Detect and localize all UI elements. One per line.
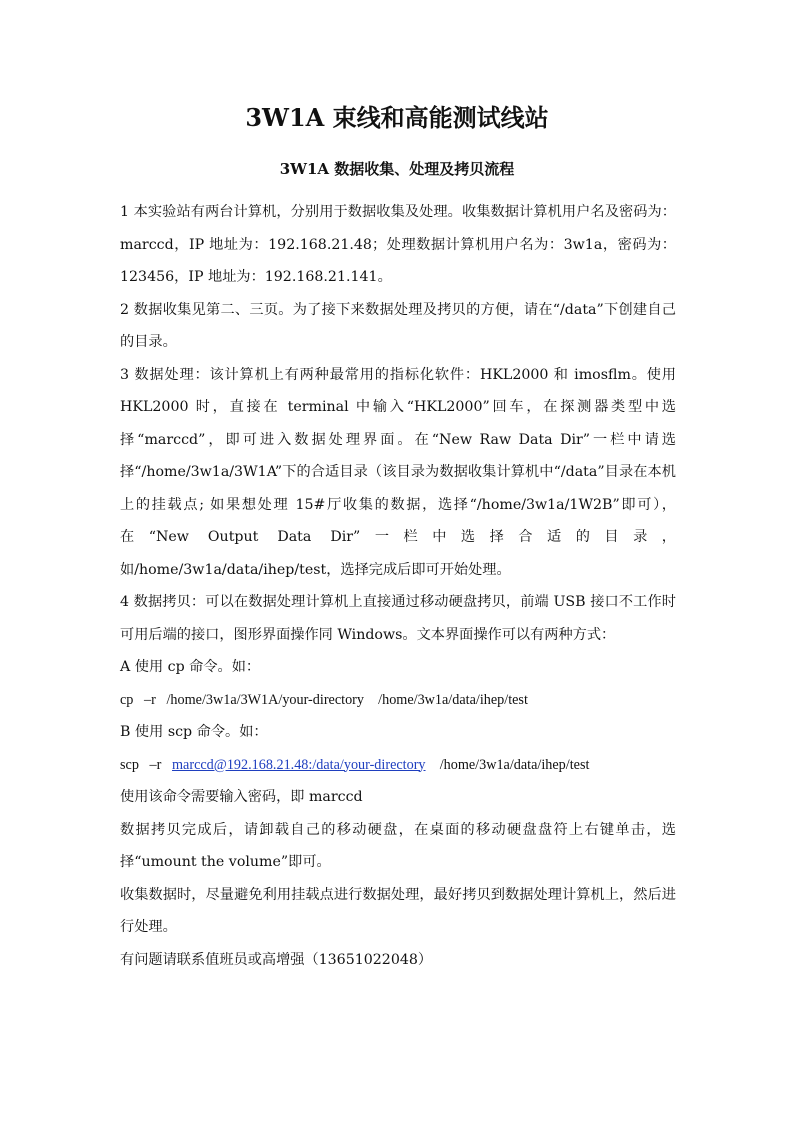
unmount-note: 数据拷贝完成后，请卸载自己的移动硬盘，在桌面的移动硬盘盘符上右键单击，选择“umount the volume”即可。 xyxy=(120,821,676,870)
mount-point-note: 收集数据时，尽量避免利用挂载点进行数据处理，最好拷贝到数据处理计算机上，然后进行处理。 xyxy=(120,886,676,935)
paragraph-data-copy: 4 数据拷贝：可以在数据处理计算机上直接通过移动硬盘拷贝，前端 USB 接口不工作时可用后端的接口，图形界面操作同 Windows。文本界面操作可以有两种方式： xyxy=(120,594,676,643)
scp-source-link[interactable]: marccd@192.168.21.48:/data/your-directory xyxy=(172,756,426,773)
cp-command: cp –r /home/3w1a/3W1A/your-directory /home/3w1a/data/ihep/test xyxy=(120,691,528,708)
password-note: 使用该命令需要输入密码，即 marccd xyxy=(120,789,363,805)
page-subtitle: 3W1A 数据收集、处理及拷贝流程 xyxy=(279,160,515,178)
scp-command-suffix: /home/3w1a/data/ihep/test xyxy=(425,756,590,773)
scp-command xyxy=(120,749,676,782)
method-a-label: A 使用 cp 命令。如： xyxy=(120,659,261,675)
paragraph-data-collection: 2 数据收集见第二、三页。为了接下来数据处理及拷贝的方便，请在“/data”下创建自己的目录。 xyxy=(120,301,676,350)
method-b-label: B 使用 scp 命令。如： xyxy=(120,724,268,740)
paragraph-data-processing: 3 数据处理：该计算机上有两种最常用的指标化软件：HKL2000 和 imosflm。使用 HKL2000 时，直接在 terminal 中输入“HKL2000”回车，在探测器类型中选择“marccd”，即可进入数据处理界面。在“New Raw Data Dir”一栏中请选择“/home/3w1a/3W1A”下的合适目录（该目录为数据收集计算机中“/data”目录在本机上的挂载点; 如果想处理 15#厅收集的数据，选择“/home/3w1a/1W2B”即可），在“New Output Data Dir”一栏中选择合适的目录，如/home/3w1a/data/ihep/test，选择完成后即可开始处理。 xyxy=(120,366,676,578)
paragraph-computers: 1 本实验站有两台计算机，分别用于数据收集及处理。收集数据计算机用户名及密码为：marccd，IP 地址为：192.168.21.48；处理数据计算机用户名为：3w1a，密码为：123456，IP 地址为：192.168.21.141。 xyxy=(120,204,676,285)
page-title: 3W1A 束线和高能测试线站 xyxy=(245,103,549,132)
scp-command-prefix: scp –r xyxy=(120,756,173,773)
contact-note: 有问题请联系值班员或高增强（13651022048） xyxy=(120,951,433,968)
document-body xyxy=(120,196,676,976)
